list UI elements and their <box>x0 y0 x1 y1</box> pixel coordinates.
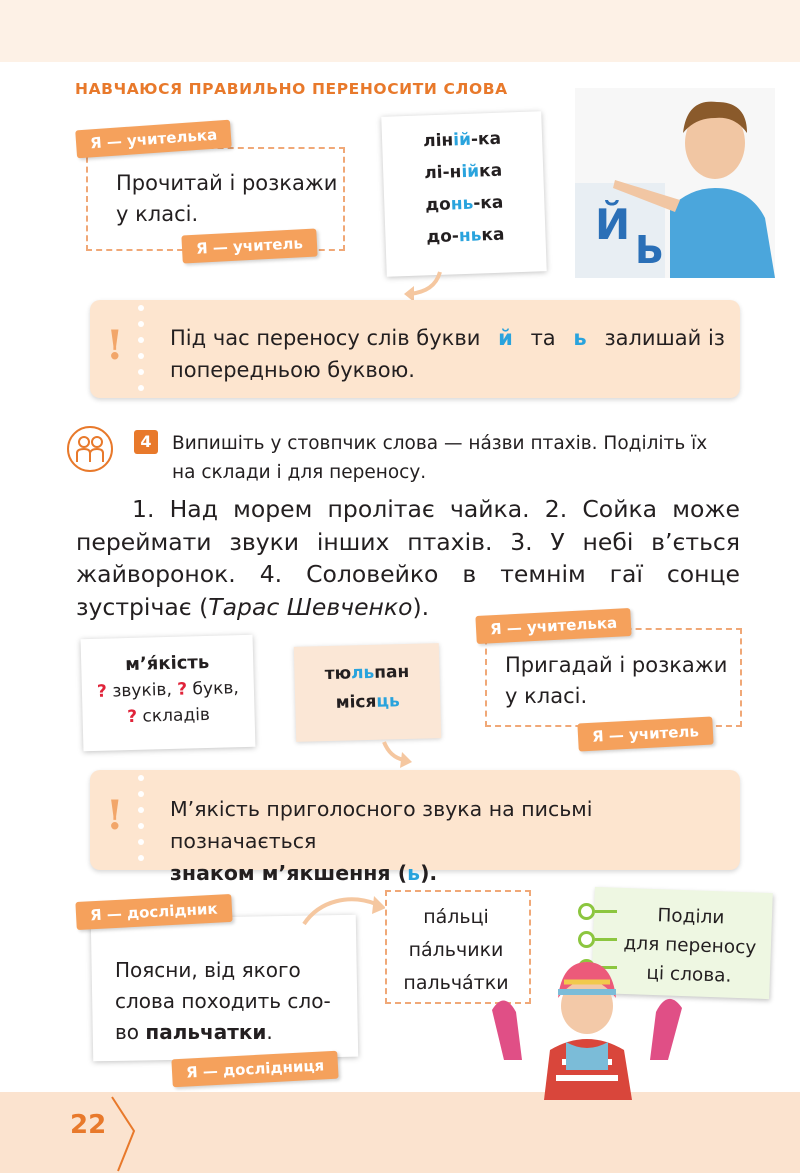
hyphenation-item: донь-ка <box>425 192 504 216</box>
hyphenation-card <box>381 111 546 276</box>
researcher-line-3: во пальчатки. <box>115 1020 273 1044</box>
curved-arrow-icon <box>380 740 414 770</box>
letter-soft-sign: Ь <box>635 228 664 272</box>
boy-photo <box>575 88 775 278</box>
rule2-line-1: М’якість приголосного звука на письмі позначається <box>170 797 593 853</box>
tag-teacher-m-2: Я — учитель <box>577 716 713 751</box>
hyphenation-item: лі-нійка <box>423 160 503 184</box>
rule2-line-2: знаком м’якшення (ь). <box>170 861 438 885</box>
instruction-line-1: Випишіть у стовпчик слова — на́зви птахів. Поділіть їх <box>172 433 708 454</box>
rule-dots-1 <box>138 305 144 401</box>
page-corner-line <box>108 1095 138 1173</box>
curved-arrow-icon <box>400 270 450 304</box>
rule-line-1: Під час переносу слів букви й та ь залишай із <box>170 326 725 350</box>
word-paltsi: па́льці <box>423 906 489 928</box>
rule-dots-2 <box>138 775 144 871</box>
tag-researcher-m: Я — дослідник <box>75 894 232 930</box>
task-instruction <box>172 429 707 487</box>
tag-teacher-m-1: Я — учитель <box>181 228 317 263</box>
task-number: 4 <box>134 430 158 454</box>
exclamation-icon: ! <box>106 792 124 839</box>
softness-line-1: ? звуків, ? букв, <box>96 678 240 702</box>
boy-illustration <box>575 88 775 278</box>
researcher-line-2: слова походить сло- <box>115 989 331 1013</box>
prompt-line-1: Прочитай і розкажи <box>116 171 338 195</box>
softness-title: м’я́кість <box>124 651 210 676</box>
sticky-note-text: Поділи для переносу ці слова. <box>623 905 757 987</box>
author: Тарас Шевченко <box>208 592 413 621</box>
instruction-line-2: на склади і для переносу. <box>172 462 427 483</box>
rule-text-2 <box>170 793 730 889</box>
hyphenation-item: ліній-ка <box>422 128 502 152</box>
word-tulpan: тюльпан <box>324 661 410 685</box>
hyphenation-list <box>381 111 546 254</box>
girl-photo <box>492 950 682 1100</box>
tag-researcher-f: Я — дослідниця <box>171 1051 338 1088</box>
rule-line-2: попередньою буквою. <box>170 358 415 382</box>
softness-line-2: ? складів <box>127 704 211 728</box>
words-card <box>294 643 441 742</box>
task-text: 1. Над морем пролітає чайка. 2. Сойка може переймати звуки інших птахів. 3. У небі в’ється жайворонок. 4. Соловейко в темнім гаї сонце зустрічає (Тарас Шевченко). <box>76 495 740 621</box>
teacher-prompt-2 <box>505 650 727 712</box>
pair-work-icon <box>66 425 114 473</box>
curved-arrow-icon <box>300 888 390 928</box>
tag-teacher-f-2: Я — учителька <box>475 608 631 644</box>
word-misiats: місяць <box>335 691 401 713</box>
tag-teacher-f-1: Я — учителька <box>75 120 232 159</box>
hyphenation-item: до-нька <box>426 224 505 248</box>
prompt-line-1: Пригадай і розкажи <box>505 653 728 677</box>
top-band <box>0 0 800 62</box>
prompt-line-2: у класі. <box>505 684 588 708</box>
teacher-prompt-1 <box>116 168 337 230</box>
exclamation-icon: ! <box>106 322 124 369</box>
section-heading: НАВЧАЮСЯ ПРАВИЛЬНО ПЕРЕНОСИТИ СЛОВА <box>75 80 508 98</box>
researcher-line-1: Поясни, від якого <box>115 958 301 982</box>
page-number: 22 <box>70 1110 107 1140</box>
word-palchatky: пальча́тки <box>403 972 509 994</box>
softness-card <box>81 635 256 751</box>
letter-y: Й <box>595 200 631 249</box>
word-palchyky: па́льчики <box>408 939 504 961</box>
researcher-prompt <box>115 955 337 1048</box>
prompt-line-2: у класі. <box>116 202 199 226</box>
rule-text-1 <box>170 322 725 386</box>
